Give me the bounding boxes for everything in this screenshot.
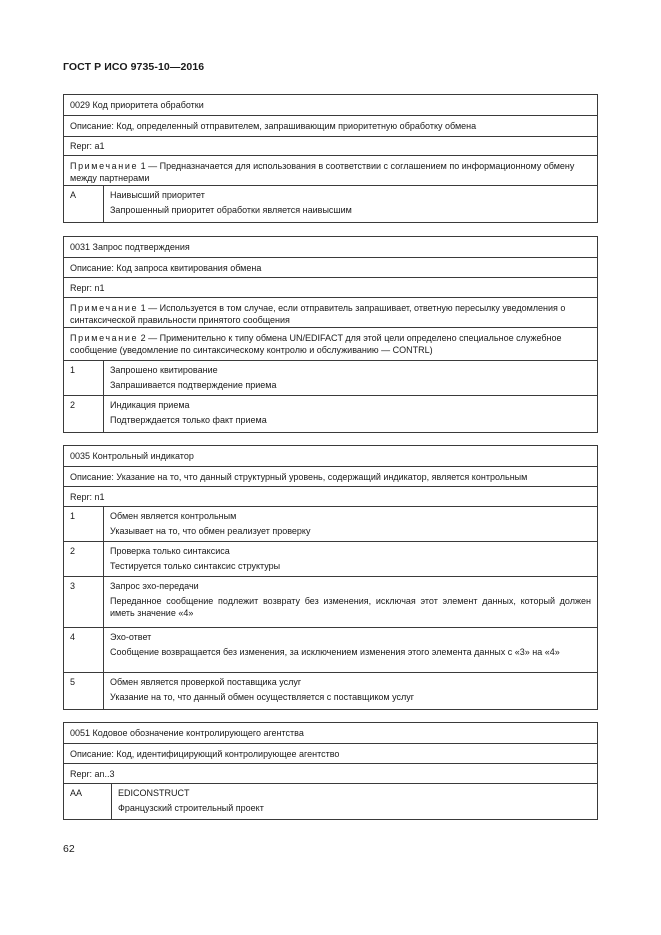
element-note xyxy=(64,156,597,186)
element-description: Описание: Код, определенный отправителем, запрашивающим приоритетную обработку обмена xyxy=(64,116,597,137)
code-row xyxy=(64,507,597,542)
element-title: 0035 Контрольный индикатор xyxy=(64,446,597,467)
note-label: Примечание xyxy=(70,333,139,343)
code-description: Указание на то, что данный обмен осуществляется с поставщиком услуг xyxy=(110,692,415,702)
note-text: 2 — Применительно к типу обмена UN/EDIFACT для этой цели определено специальное служебное сообщение (уведомление по синтаксическому контролю и обслуживанию — CONTRL) xyxy=(70,333,562,355)
element-description: Описание: Код, идентифицирующий контролирующее агентство xyxy=(64,744,597,764)
element-repr: Repr: n1 xyxy=(64,278,597,298)
data-element-0029 xyxy=(63,94,598,223)
code-row xyxy=(64,396,597,432)
element-description: Описание: Указание на то, что данный структурный уровень, содержащий индикатор, является контрольным xyxy=(64,467,597,487)
code-value: 4 xyxy=(64,628,104,672)
code-name: Обмен является контрольным xyxy=(110,511,237,521)
element-repr: Repr: a1 xyxy=(64,137,597,156)
code-description: Переданное сообщение подлежит возврату без изменения, исключая этот элемент данных, который должен иметь значение «4» xyxy=(110,596,591,618)
code-description: Сообщение возвращается без изменения, за исключением изменения этого элемента данных с «3» на «4» xyxy=(110,647,560,657)
code-name: Запрошено квитирование xyxy=(110,365,218,375)
code-name: Наивысший приоритет xyxy=(110,190,205,200)
code-row xyxy=(64,673,597,709)
element-title: 0051 Кодовое обозначение контролирующего агентства xyxy=(64,723,597,744)
document-header: ГОСТ Р ИСО 9735-10—2016 xyxy=(63,61,205,73)
code-name: Запрос эхо-передачи xyxy=(110,581,199,591)
code-name: EDICONSTRUCT xyxy=(118,788,190,798)
code-row xyxy=(64,361,597,396)
code-description: Указывает на то, что обмен реализует проверку xyxy=(110,526,311,536)
code-value: 1 xyxy=(64,361,104,395)
page-number: 62 xyxy=(63,843,75,855)
element-note xyxy=(64,328,597,361)
element-repr: Repr: an..3 xyxy=(64,764,597,784)
code-description: Запрошенный приоритет обработки является наивысшим xyxy=(110,205,352,215)
code-name: Проверка только синтаксиса xyxy=(110,546,230,556)
note-text: 1 — Используется в том случае, если отправитель запрашивает, ответную пересылку уведомления о синтаксической правильности принятого сообщения xyxy=(70,303,566,325)
element-description: Описание: Код запроса квитирования обмена xyxy=(64,258,597,278)
code-description: Французский строительный проект xyxy=(118,803,264,813)
code-value: AA xyxy=(64,784,112,819)
code-description: Тестируется только синтаксис структуры xyxy=(110,561,281,571)
code-name: Обмен является проверкой поставщика услуг xyxy=(110,677,302,687)
code-row xyxy=(64,784,597,819)
code-value: 3 xyxy=(64,577,104,627)
code-value: 1 xyxy=(64,507,104,541)
element-title: 0031 Запрос подтверждения xyxy=(64,237,597,258)
code-name: Эхо-ответ xyxy=(110,632,152,642)
data-element-0035 xyxy=(63,445,598,710)
code-name: Индикация приема xyxy=(110,400,190,410)
data-element-0051 xyxy=(63,722,598,820)
code-description: Подтверждается только факт приема xyxy=(110,415,267,425)
code-row xyxy=(64,628,597,673)
data-element-0031 xyxy=(63,236,598,433)
note-label: Примечание xyxy=(70,161,139,171)
code-description: Запрашивается подтверждение приема xyxy=(110,380,277,390)
element-repr: Repr: n1 xyxy=(64,487,597,507)
code-value: 2 xyxy=(64,396,104,432)
note-text: 1 — Предназначается для использования в соответствии с соглашением по информационному обмену между партнерами xyxy=(70,161,575,183)
note-label: Примечание xyxy=(70,303,139,313)
element-title: 0029 Код приоритета обработки xyxy=(64,95,597,116)
code-value: A xyxy=(64,186,104,222)
code-value: 2 xyxy=(64,542,104,576)
code-row xyxy=(64,542,597,577)
code-row xyxy=(64,186,597,222)
code-row xyxy=(64,577,597,628)
code-value: 5 xyxy=(64,673,104,709)
element-note xyxy=(64,298,597,328)
